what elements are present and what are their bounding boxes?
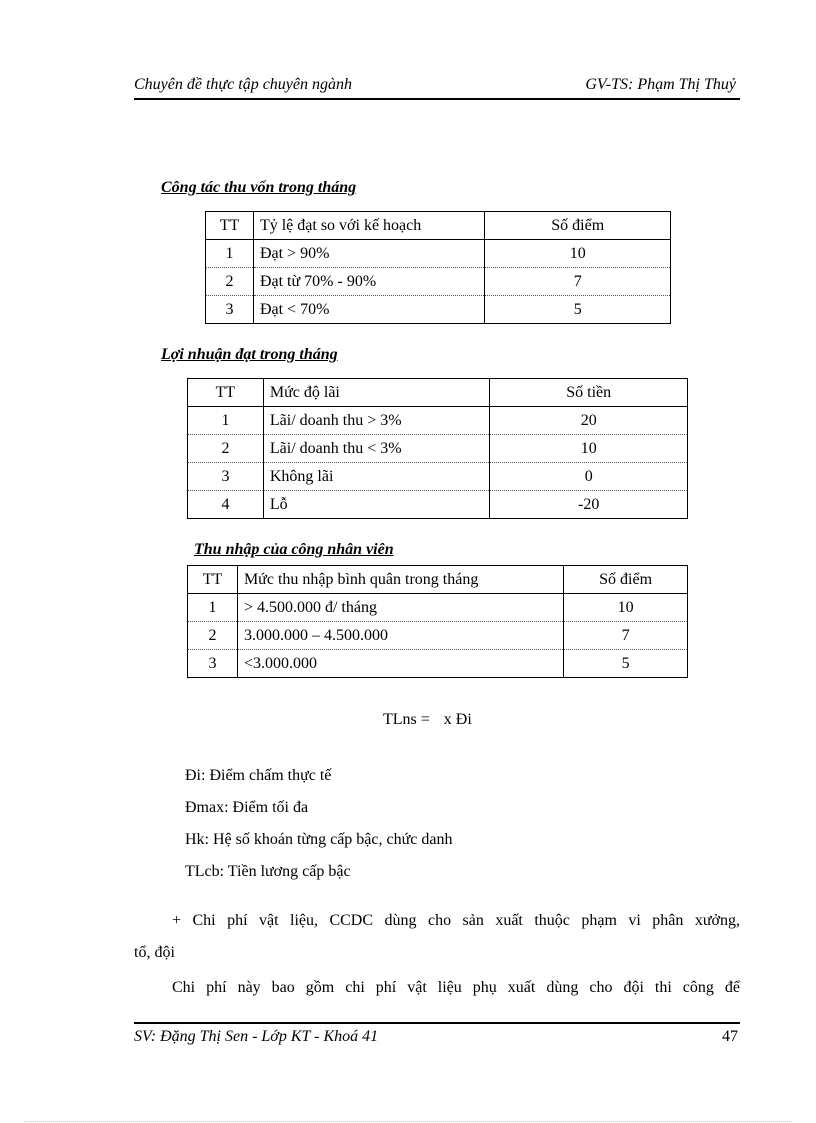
table-row xyxy=(188,435,688,463)
table-cell: 10 xyxy=(485,240,671,268)
column-header: TT xyxy=(206,212,254,240)
formula xyxy=(383,711,472,729)
header-left: Chuyên đề thực tập chuyên ngành xyxy=(134,76,352,93)
table-header-row xyxy=(206,212,671,240)
table-cell: 20 xyxy=(490,407,688,435)
section2-table xyxy=(187,378,688,519)
table-cell: 1 xyxy=(188,407,264,435)
table-cell: 7 xyxy=(564,622,688,650)
table-cell: 5 xyxy=(485,296,671,324)
table-row xyxy=(188,594,688,622)
table-cell: 7 xyxy=(485,268,671,296)
table-cell: -20 xyxy=(490,491,688,519)
footer-left: SV: Đặng Thị Sen - Lớp KT - Khoá 41 xyxy=(134,1028,379,1045)
section1-table xyxy=(205,211,671,324)
table-cell: Không lãi xyxy=(263,463,490,491)
column-header: Số tiền xyxy=(490,379,688,407)
table-header-row xyxy=(188,566,688,594)
column-header: TT xyxy=(188,566,238,594)
table-row xyxy=(188,463,688,491)
table-cell: > 4.500.000 đ/ tháng xyxy=(237,594,563,622)
paragraph-line: Chi phí này bao gồm chi phí vật liệu phụ xuất dùng cho đội thi công để xyxy=(172,979,740,996)
definition-item: Hk: Hệ số khoán từng cấp bậc, chức danh xyxy=(185,831,453,848)
table-cell: 1 xyxy=(188,594,238,622)
table-row xyxy=(188,622,688,650)
table-cell: 10 xyxy=(490,435,688,463)
table-cell: 2 xyxy=(206,268,254,296)
table-cell: 2 xyxy=(188,622,238,650)
column-header: Tỷ lệ đạt so với kế hoạch xyxy=(253,212,484,240)
paragraph-line: tổ, đội xyxy=(134,944,175,961)
table-cell: 1 xyxy=(206,240,254,268)
definition-item: Đmax: Điểm tối đa xyxy=(185,799,309,816)
definition-item: Đi: Điểm chấm thực tế xyxy=(185,767,332,784)
table-row xyxy=(188,491,688,519)
column-header: Số điểm xyxy=(485,212,671,240)
definition-item: TLcb: Tiền lương cấp bậc xyxy=(185,863,351,880)
table-cell: 2 xyxy=(188,435,264,463)
table-cell: 10 xyxy=(564,594,688,622)
table-row xyxy=(206,268,671,296)
paragraph-line: + Chi phí vật liệu, CCDC dùng cho sản xuất thuộc phạm vi phân xưởng, xyxy=(172,912,740,929)
table-row xyxy=(188,650,688,678)
section2-title: Lợi nhuận đạt trong tháng xyxy=(161,346,338,363)
table-cell: Đạt từ 70% - 90% xyxy=(253,268,484,296)
table-cell: 4 xyxy=(188,491,264,519)
table-cell: 5 xyxy=(564,650,688,678)
formula-left: TLns = xyxy=(383,711,430,728)
formula-right: x Đi xyxy=(443,711,472,728)
column-header: Mức thu nhập bình quân trong tháng xyxy=(237,566,563,594)
table-row xyxy=(206,240,671,268)
footer-rule xyxy=(134,1022,740,1024)
table-cell: 3.000.000 – 4.500.000 xyxy=(237,622,563,650)
page-edge xyxy=(24,1121,792,1122)
column-header: TT xyxy=(188,379,264,407)
table-cell: 3 xyxy=(188,650,238,678)
table-cell: 0 xyxy=(490,463,688,491)
section1-title: Công tác thu vốn trong tháng xyxy=(161,179,357,196)
header-rule xyxy=(134,98,740,100)
section3-title: Thu nhập của công nhân viên xyxy=(194,541,394,558)
table-cell: Lãi/ doanh thu < 3% xyxy=(263,435,490,463)
table-header-row xyxy=(188,379,688,407)
column-header: Số điểm xyxy=(564,566,688,594)
table-cell: Lãi/ doanh thu > 3% xyxy=(263,407,490,435)
section3-table xyxy=(187,565,688,678)
table-row xyxy=(206,296,671,324)
table-cell: 3 xyxy=(188,463,264,491)
page-number: 47 xyxy=(722,1028,738,1045)
table-cell: Đạt > 90% xyxy=(253,240,484,268)
header-right: GV-TS: Phạm Thị Thuỷ xyxy=(585,76,736,93)
table-cell: <3.000.000 xyxy=(237,650,563,678)
table-cell: 3 xyxy=(206,296,254,324)
column-header: Mức độ lãi xyxy=(263,379,490,407)
table-cell: Đạt < 70% xyxy=(253,296,484,324)
table-row xyxy=(188,407,688,435)
table-cell: Lỗ xyxy=(263,491,490,519)
